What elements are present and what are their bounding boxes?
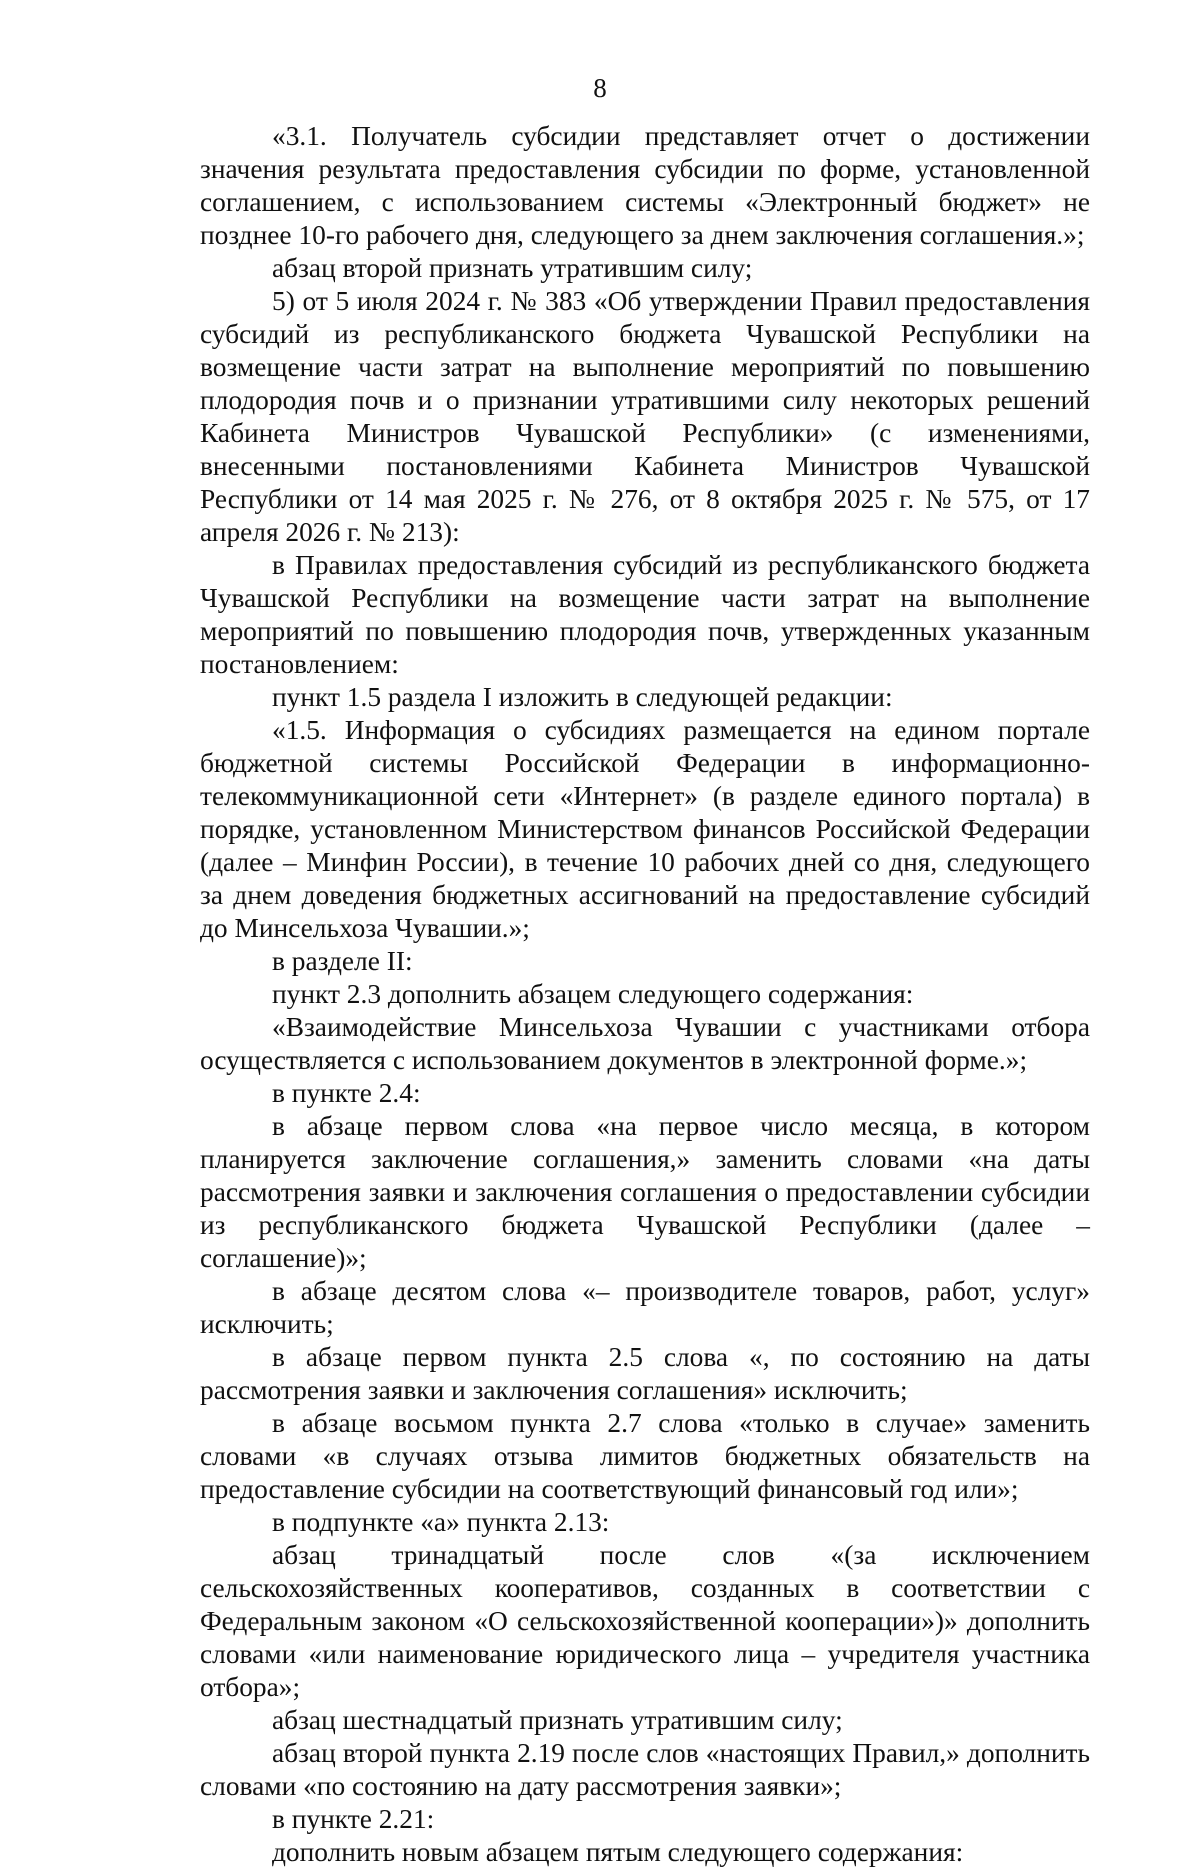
- paragraph-2-4-tenth: в абзаце десятом слова «– производителе товаров, работ, услуг» исключить;: [200, 1276, 1090, 1339]
- paragraph-1-5-text: «1.5. Информация о субсидиях размещается на едином портале бюджетной системы Российской Федерации в информационно-телекоммуникационной сети «Интернет» (в разделе единого портала) в порядке, установленном Министерством финансов Российской Федерации (далее – Минфин России), в течение 10 рабочих дней со дня, следующего за днем доведения бюджетных ассигнований на предоставление субсидий до Минсельхоза Чувашии.»;: [200, 715, 1090, 943]
- paragraph-section-ii: в разделе II:: [272, 946, 413, 976]
- paragraph-item-5-decree-383: 5) от 5 июля 2024 г. № 383 «Об утверждении Правил предоставления субсидий из республиканского бюджета Чувашской Республики на возмещение части затрат на выполнение мероприятий по повышению плодородия почв и о признании утратившими силу некоторых решений Кабинета Министров Чувашской Республики» (с изменениями, внесенными постановлениями Кабинета Министров Чувашской Республики от 14 мая 2025 г. № 276, от 8 октября 2025 г. № 575, от 17 апреля 2026 г. № 213):: [200, 286, 1090, 547]
- paragraph-2-7: в абзаце восьмом пункта 2.7 слова «только в случае» заменить словами «в случаях отзыва лимитов бюджетных обязательств на предоставление субсидии на соответствующий финансовый год или»;: [200, 1408, 1090, 1504]
- paragraph-item-2-4: в пункте 2.4:: [272, 1078, 421, 1108]
- paragraph-3-1-report: «3.1. Получатель субсидии представляет отчет о достижении значения результата предоставления субсидии по форме, установленной соглашением, с использованием системы «Электронный бюджет» не позднее 10-го рабочего дня, следующего за днем заключения соглашения.»;: [200, 121, 1090, 250]
- page-number: 8: [593, 73, 607, 103]
- paragraph-item-2-3: пункт 2.3 дополнить абзацем следующего содержания:: [272, 979, 914, 1009]
- paragraph-2-13-thirteenth: абзац тринадцатый после слов «(за исключением сельскохозяйственных кооперативов, созданных в соответствии с Федеральным законом «О сельскохозяйственной кооперации»)» дополнить словами «или наименование юридического лица – учредителя участника отбора»;: [200, 1540, 1090, 1702]
- paragraph-2-21-intro: в пункте 2.21:: [272, 1804, 435, 1834]
- paragraph-2-4-first: в абзаце первом слова «на первое число месяца, в котором планируется заключение соглашения,» заменить словами «на даты рассмотрения заявки и заключения соглашения о предоставлении субсидии из республиканского бюджета Чувашской Республики (далее – соглашение)»;: [200, 1111, 1090, 1273]
- paragraph-rules-intro: в Правилах предоставления субсидий из республиканского бюджета Чувашской Республики на возмещение части затрат на выполнение мероприятий по повышению плодородия почв, утвержденных указанным постановлением:: [200, 550, 1090, 679]
- paragraph-item-1-5-intro: пункт 1.5 раздела I изложить в следующей редакции:: [272, 682, 893, 712]
- document-body: [200, 120, 1090, 1869]
- paragraph-2-13-sixteenth: абзац шестнадцатый признать утратившим силу;: [272, 1705, 843, 1735]
- paragraph-2-19: абзац второй пункта 2.19 после слов «настоящих Правил,» дополнить словами «по состоянию на дату рассмотрения заявки»;: [200, 1738, 1090, 1801]
- paragraph-abzac-second-void: абзац второй признать утратившим силу;: [272, 253, 753, 283]
- paragraph-2-5: в абзаце первом пункта 2.5 слова «, по состоянию на даты рассмотрения заявки и заключения соглашения» исключить;: [200, 1342, 1090, 1405]
- paragraph-2-21-new-fifth: дополнить новым абзацем пятым следующего содержания:: [272, 1837, 964, 1867]
- paragraph-2-3-text: «Взаимодействие Минсельхоза Чувашии с участниками отбора осуществляется с использованием документов в электронной форме.»;: [200, 1012, 1090, 1075]
- paragraph-2-13-intro: в подпункте «а» пункта 2.13:: [272, 1507, 610, 1537]
